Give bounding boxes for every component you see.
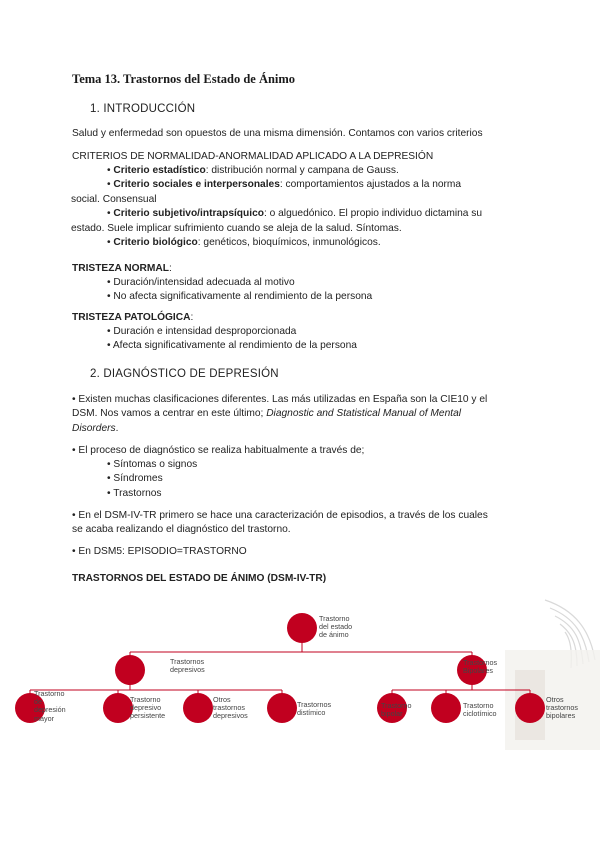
tree-label-bipolares: Trastornos Bipolares: [463, 658, 498, 676]
intro-paragraph: Salud y enfermedad son opuestos de una misma dimensión. Contamos con varios criterios: [72, 128, 483, 139]
diag-paragraph-1: • Existen muchas clasificaciones diferentes. Las más utilizadas en España son la CIE10 y el DSM. Nos vamos a centrar en este último; Diagnostic and Statistical Manual of Mental Disorders.: [72, 394, 488, 434]
tristeza-normal-list: [107, 276, 372, 305]
tree-node-depresivos: [115, 655, 145, 685]
tree-label-ciclotimico: Trastorno ciclotímico: [463, 701, 497, 719]
diag-paragraph-4: • En DSM5: EPISODIO=TRASTORNO: [72, 546, 247, 557]
criteria-list: [71, 164, 527, 250]
list-item: • Duración e intensidad desproporcionada: [107, 326, 297, 337]
diag-list: [107, 458, 197, 501]
tree-node-otros-depresivos: [183, 693, 213, 723]
tree-label-distimico: Trastornos distímico: [297, 700, 332, 718]
tree-label-depresivo-persistente: Trastorno depresivo persistente: [130, 695, 166, 721]
tree-label-otros-bipolares: Otros trastornos bipolares: [546, 695, 578, 721]
criteria-heading: CRITERIOS DE NORMALIDAD-ANORMALIDAD APLICADO A LA DEPRESIÓN: [72, 151, 434, 162]
list-item: • No afecta significativamente al rendimiento de la persona: [107, 291, 373, 303]
list-item: • Duración/intensidad adecuada al motivo: [107, 277, 295, 288]
criterion-item: • Criterio biológico: genéticos, bioquímicos, inmunológicos.: [107, 237, 381, 249]
tree-node-depresivo-persistente: [103, 693, 133, 723]
list-item: • Síndromes: [107, 473, 163, 485]
criterion-continuation: estado. Suele implicar sufrimiento cuando se aleja de la salud. Síntomas.: [71, 222, 402, 234]
list-item: • Trastornos: [107, 487, 162, 499]
tristeza-patologica-list: [107, 325, 357, 354]
tree-node-otros-bipolares: [515, 693, 545, 723]
tree-node-distimico: [267, 693, 297, 723]
criterion-item: • Criterio sociales e interpersonales: comportamientos ajustados a la norma: [107, 179, 462, 191]
tree-label-depresivos: Trastornos depresivos: [170, 657, 205, 675]
section-heading-diagnostico: 2. DIAGNÓSTICO DE DEPRESIÓN: [90, 368, 279, 380]
diag-paragraph-3: • En el DSM-IV-TR primero se hace una caracterización de episodios, a través de los cuales se acaba realizando el diagnóstico del trastorno.: [72, 510, 488, 536]
tristeza-normal-heading: TRISTEZA NORMAL:: [72, 263, 172, 274]
list-item: • Afecta significativamente al rendimiento de la persona: [107, 340, 357, 352]
page-title: Tema 13. Trastornos del Estado de Ánimo: [72, 72, 296, 86]
tree-node-root: [287, 613, 317, 643]
tree-label-root: Trastorno del estado de ánimo: [319, 614, 353, 640]
tristeza-patologica-heading: TRISTEZA PATOLÓGICA:: [72, 312, 194, 323]
chart-heading: TRASTORNOS DEL ESTADO DE ÁNIMO (DSM-IV-TR): [72, 573, 327, 584]
tree-node-ciclotimico: [431, 693, 461, 723]
criterion-item: • Criterio estadístico: distribución normal y campana de Gauss.: [107, 165, 399, 176]
tree-label-bipolar: Trastorno bipolar: [381, 701, 412, 719]
tree-label-depresion-mayor: Trastorno de depresión mayor: [34, 689, 66, 723]
tree-label-otros-depresivos: Otros trastornos depresivos: [213, 695, 248, 721]
criterion-continuation: social. Consensual: [71, 193, 157, 205]
criterion-item: • Criterio subjetivo/intrapsíquico: o alguedónico. El propio individuo dictamina su: [107, 208, 483, 220]
section-heading-introduccion: 1. INTRODUCCIÓN: [90, 103, 196, 115]
diag-paragraph-2: • El proceso de diagnóstico se realiza habitualmente a través de;: [72, 445, 365, 456]
list-item: • Síntomas o signos: [107, 459, 198, 470]
